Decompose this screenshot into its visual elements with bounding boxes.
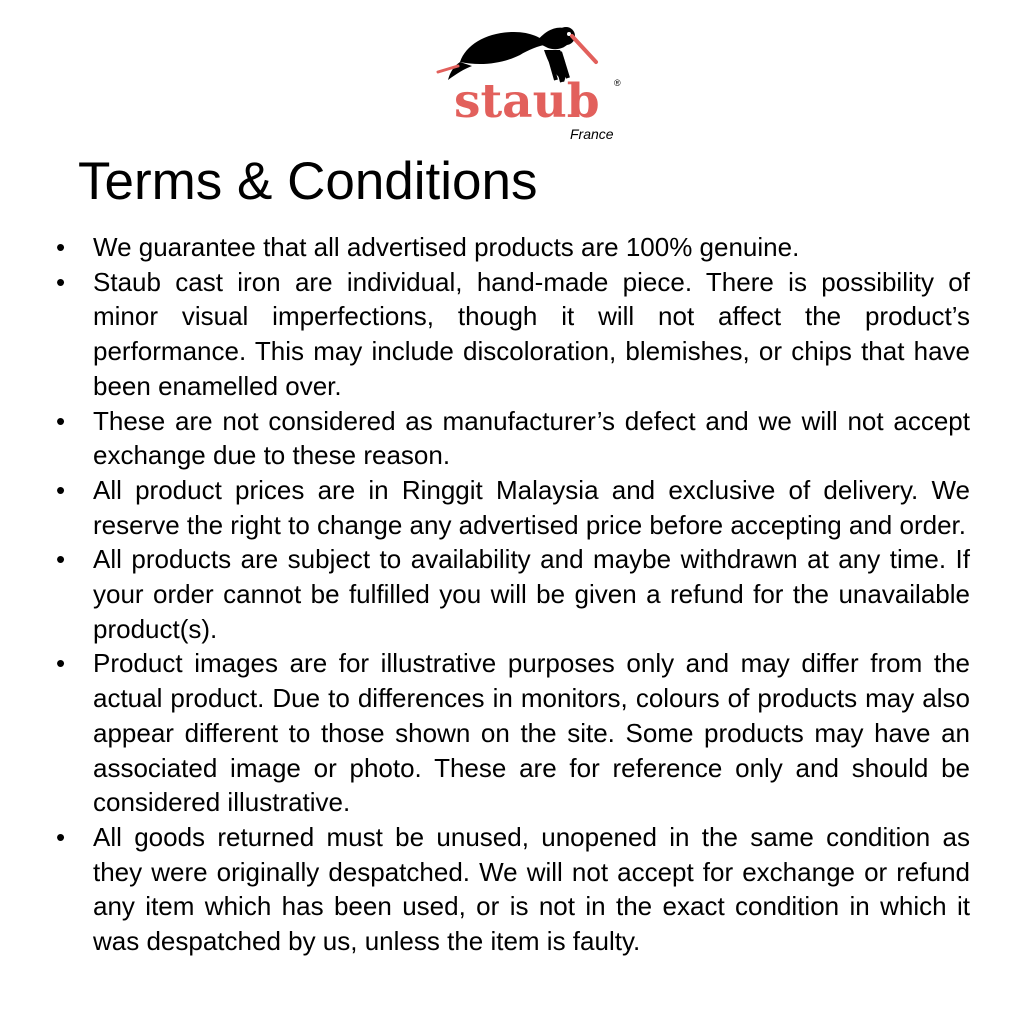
staub-logo <box>436 22 636 144</box>
terms-list <box>56 230 970 959</box>
terms-item <box>56 230 970 265</box>
terms-item <box>56 265 970 404</box>
terms-item-text: These are not considered as manufacturer’s defect and we will not accept exchange due to these reason. <box>93 405 970 471</box>
bullet-icon: • <box>56 544 66 575</box>
terms-item <box>56 473 970 542</box>
brand-country: France <box>570 126 614 142</box>
terms-item <box>56 404 970 473</box>
page-title: Terms & Conditions <box>78 152 538 211</box>
stork-beak <box>572 36 596 62</box>
terms-item-text: We guarantee that all advertised products are 100% genuine. <box>93 232 800 262</box>
terms-item-text: Staub cast iron are individual, hand-made piece. There is possibility of minor visual imperfections, though it will not affect the product’s performance. This may include discoloration, blemishes, or chips that have been enamelled over. <box>93 266 970 401</box>
bullet-icon: • <box>56 266 66 297</box>
terms-item-text: Product images are for illustrative purposes only and may differ from the actual product. Due to differences in monitors, colours of products may also appear different to those shown on the site. Some products may have an associated image or photo. These are for reference only and should be considered illustrative. <box>93 648 970 818</box>
bullet-icon: • <box>56 821 66 852</box>
terms-item <box>56 820 970 959</box>
terms-item <box>56 542 970 646</box>
terms-item-text: All goods returned must be unused, unopened in the same condition as they were originally despatched. We will not accept for exchange or refund any item which has been used, or is not in the exact condition in which it was despatched by us, unless the item is faulty. <box>93 821 970 957</box>
bullet-icon: • <box>56 405 66 436</box>
terms-item <box>56 646 970 820</box>
bullet-icon: • <box>56 648 66 679</box>
bullet-icon: • <box>56 232 66 262</box>
stork-body <box>460 32 548 64</box>
bullet-icon: • <box>56 474 66 505</box>
terms-item-text: All product prices are in Ringgit Malaysia and exclusive of delivery. We reserve the right to change any advertised price before accepting and order. <box>93 474 970 540</box>
terms-item-text: All products are subject to availability and maybe withdrawn at any time. If your order cannot be fulfilled you will be given a refund for the unavailable product(s). <box>93 544 970 644</box>
registered-mark: ® <box>614 78 621 88</box>
brand-wordmark: staub <box>454 74 600 129</box>
